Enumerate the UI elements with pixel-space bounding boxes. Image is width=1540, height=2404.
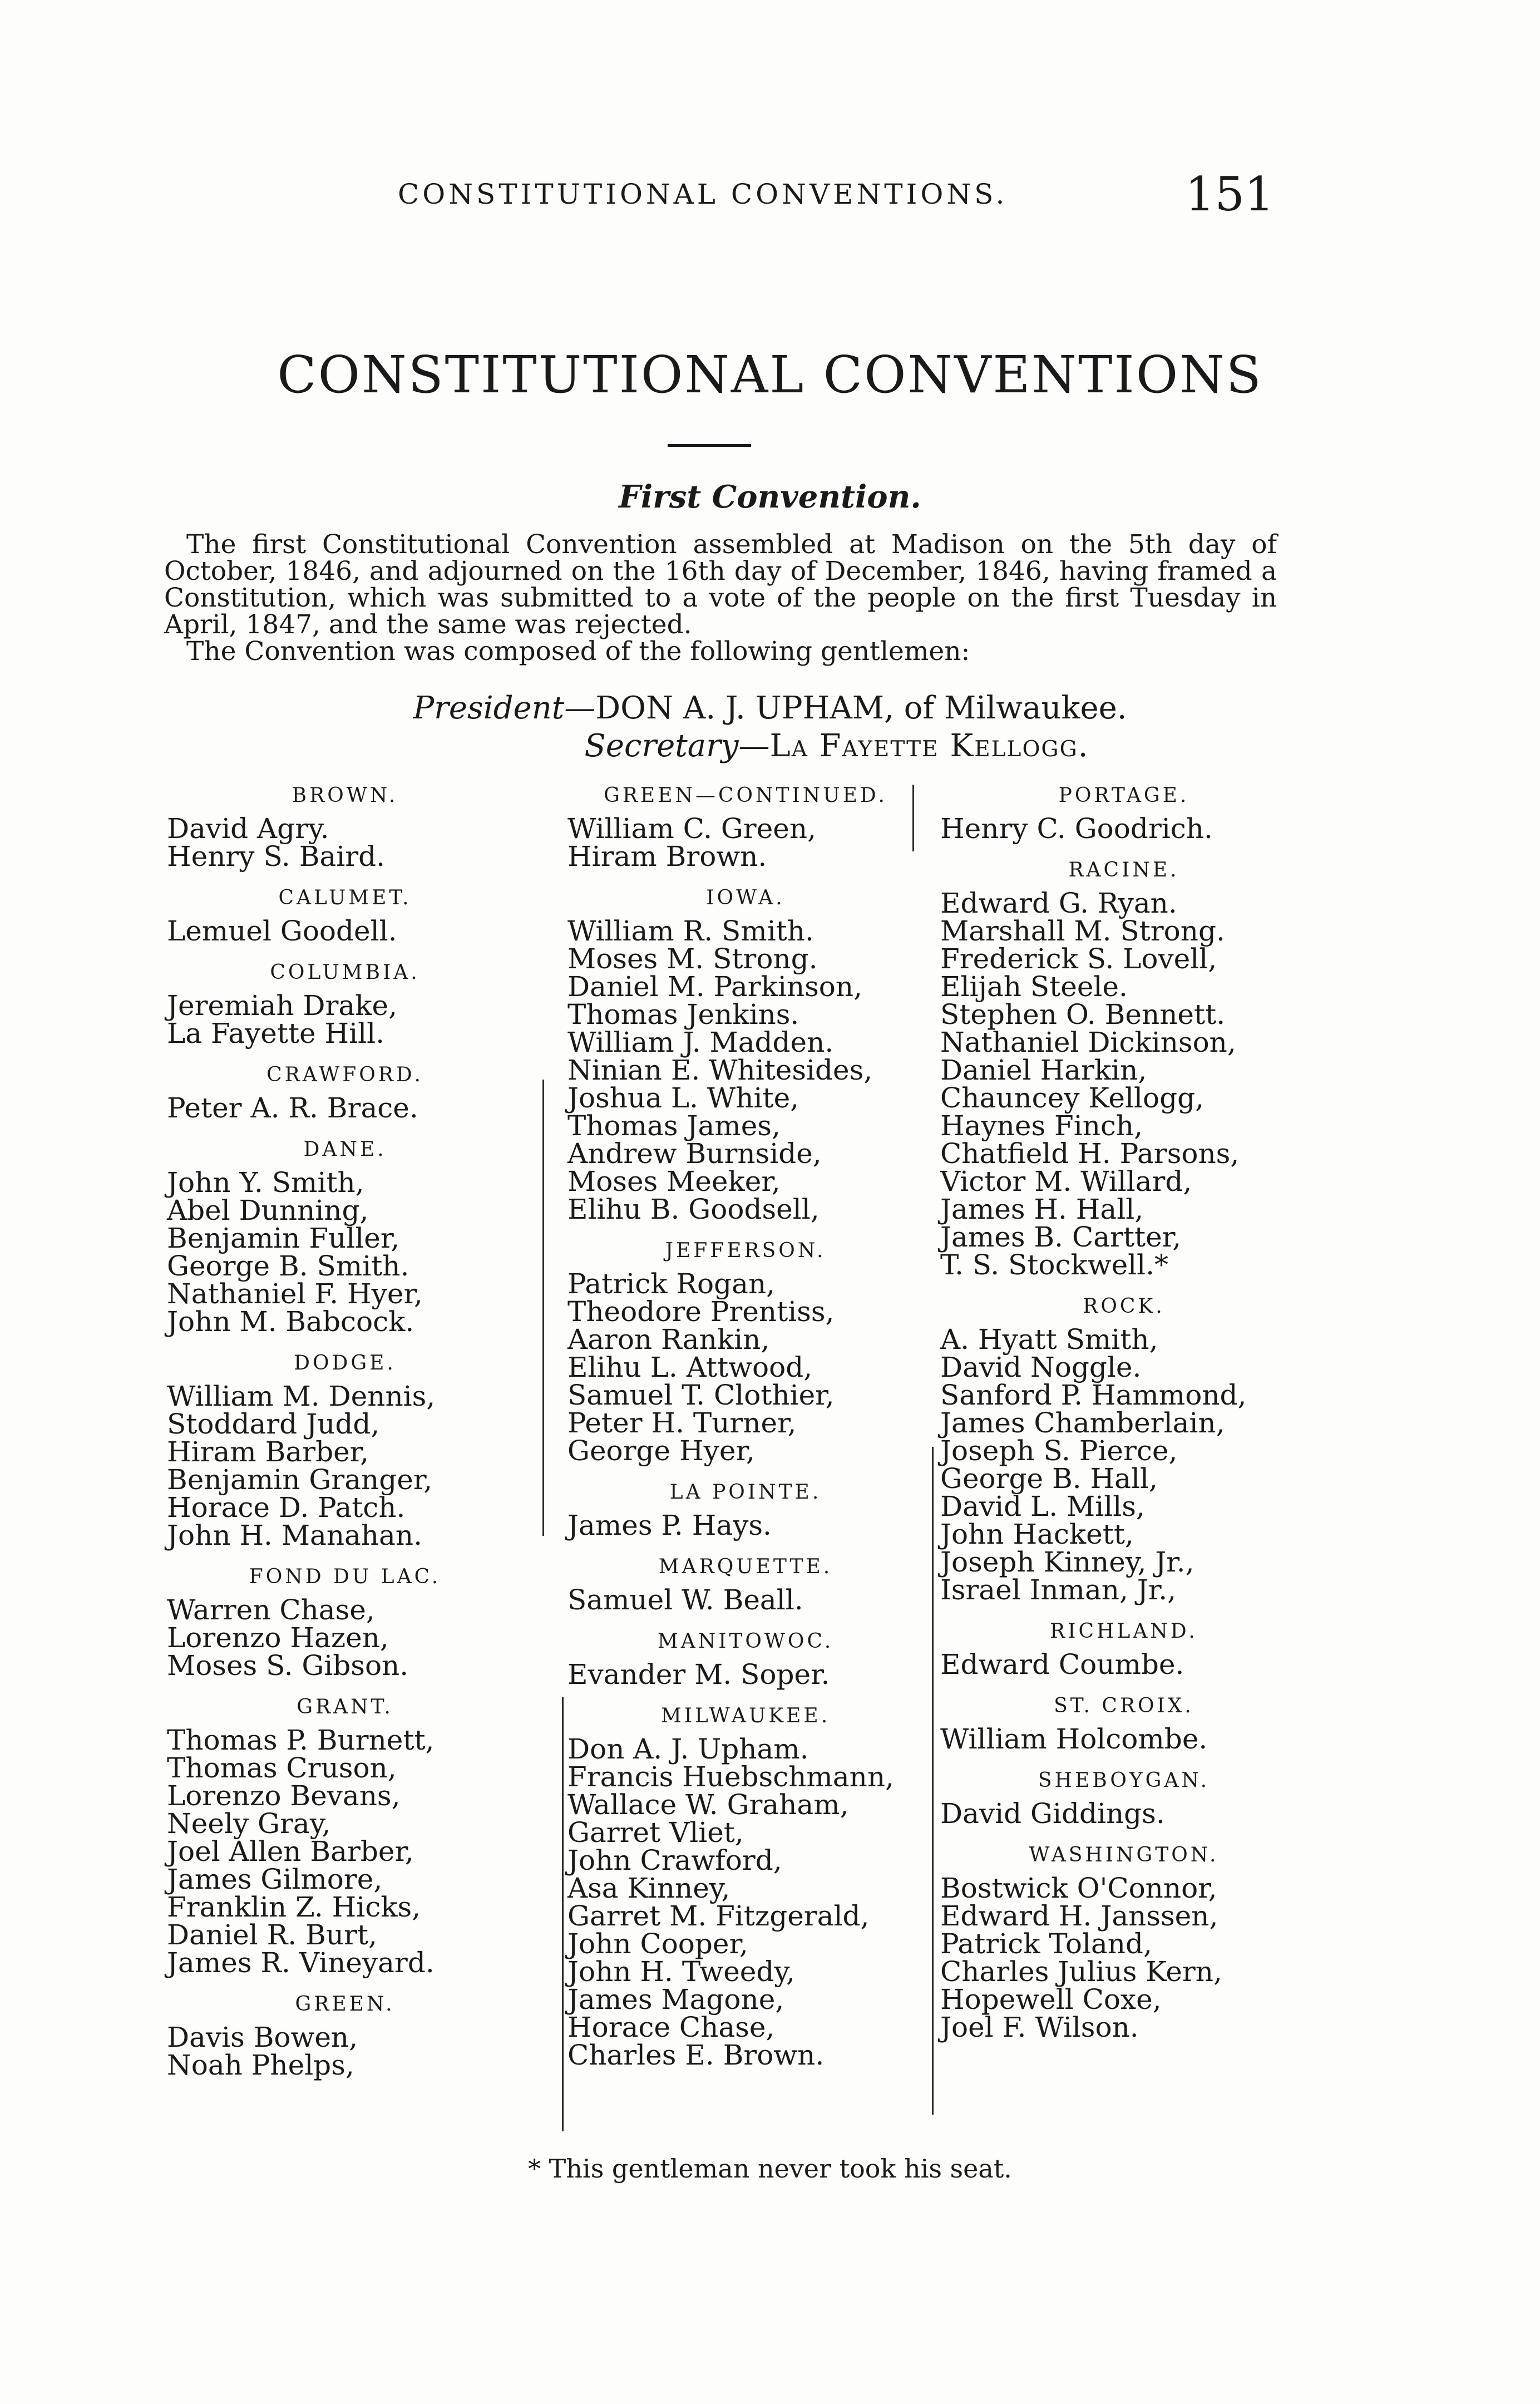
member-name: Chatfield H. Parsons,: [940, 1137, 1240, 1170]
member-name: Neely Gray,: [167, 1807, 331, 1840]
member-name: John M. Babcock.: [167, 1306, 414, 1338]
member-name: Joel F. Wilson.: [940, 2011, 1139, 2043]
member-column-2: [567, 785, 924, 2069]
member-name: Joseph S. Pierce,: [940, 1435, 1178, 1467]
intro-text: [164, 531, 1277, 665]
member-name: Patrick Rogan,: [567, 1268, 776, 1300]
county-heading: COLUMBIA.: [270, 961, 420, 984]
member-name: Daniel R. Burt,: [167, 1919, 377, 1951]
member-name: George B. Hall,: [940, 1462, 1158, 1495]
member-name: Benjamin Fuller,: [167, 1222, 400, 1254]
member-name: Charles Julius Kern,: [940, 1955, 1222, 1988]
member-name: Francis Huebschmann,: [567, 1761, 894, 1793]
column-divider: [932, 1447, 934, 2115]
member-name: Aaron Rankin,: [567, 1323, 770, 1356]
member-name: Theodore Prentiss,: [567, 1295, 835, 1328]
member-name: James P. Hays.: [567, 1509, 772, 1541]
member-name: Elihu B. Goodsell,: [567, 1193, 820, 1225]
member-name: Marshall M. Strong.: [940, 915, 1225, 947]
member-name: Moses S. Gibson.: [167, 1649, 409, 1682]
member-name: Lemuel Goodell.: [167, 915, 397, 947]
county-heading: DANE.: [303, 1138, 387, 1161]
secretary-name: La Fayette Kellogg.: [769, 728, 1089, 764]
county-heading: GREEN.: [295, 1993, 395, 2016]
member-name: John Y. Smith,: [167, 1166, 364, 1199]
member-name: Nathaniel F. Hyer,: [167, 1278, 423, 1310]
county-heading: MANITOWOC.: [657, 1630, 834, 1653]
county-heading: BROWN.: [292, 784, 398, 807]
member-name: Moses M. Strong.: [567, 943, 818, 975]
member-column-1: [167, 785, 523, 2079]
running-head: CONSTITUTIONAL CONVENTIONS.: [398, 178, 1008, 210]
member-name: Edward G. Ryan.: [940, 887, 1177, 919]
member-name: James B. Cartter,: [940, 1221, 1181, 1253]
member-name: Bostwick O'Connor,: [940, 1872, 1217, 1904]
president-name: DON A. J. UPHAM, of Milwaukee.: [595, 690, 1127, 726]
county-heading: GRANT.: [297, 1696, 393, 1718]
member-name: John Crawford,: [567, 1844, 782, 1876]
member-name: Lorenzo Hazen,: [167, 1622, 389, 1654]
member-name: Elijah Steele.: [940, 971, 1128, 1003]
intro-paragraph: The first Constitutional Convention assembled at Madison on the 5th day of October, 1846, and adjourned on the 16th day of December, 1846, having framed a Constitution, which was submitted to a vote of the people on the first Tuesday in April, 1847, and the same was rejected.: [164, 529, 1277, 640]
member-name: George B. Smith.: [167, 1250, 409, 1282]
member-name: William R. Smith.: [567, 915, 814, 947]
member-name: Asa Kinney,: [567, 1872, 730, 1904]
member-name: Victor M. Willard,: [940, 1165, 1192, 1198]
footnote: * This gentleman never took his seat.: [528, 2154, 1012, 2184]
county-heading: DODGE.: [294, 1352, 396, 1375]
county-heading: ROCK.: [1083, 1295, 1165, 1318]
member-name: Stephen O. Bennett.: [940, 998, 1226, 1031]
member-name: John Hackett,: [940, 1518, 1134, 1550]
member-name: Samuel W. Beall.: [567, 1584, 803, 1616]
county-heading: RACINE.: [1068, 859, 1179, 881]
page-title: CONSTITUTIONAL CONVENTIONS: [277, 345, 1263, 405]
county-heading: RICHLAND.: [1050, 1620, 1198, 1643]
county-heading: PORTAGE.: [1058, 784, 1189, 807]
member-name: William J. Madden.: [567, 1026, 834, 1058]
secretary-line: [67, 728, 1540, 764]
member-name: Samuel T. Clothier,: [567, 1379, 835, 1411]
president-line: [0, 690, 1540, 726]
county-heading: SHEBOYGAN.: [1038, 1769, 1210, 1792]
member-name: Israel Inman, Jr.,: [940, 1574, 1176, 1606]
member-name: Lorenzo Bevans,: [167, 1780, 401, 1812]
secretary-role: Secretary—: [584, 728, 770, 764]
member-name: La Fayette Hill.: [167, 1017, 384, 1050]
member-name: James Magone,: [567, 1983, 784, 2016]
county-heading: GREEN—CONTINUED.: [604, 784, 887, 807]
member-name: William C. Green,: [567, 812, 816, 845]
member-name: Chauncey Kellogg,: [940, 1082, 1204, 1114]
member-name: David Giddings.: [940, 1797, 1165, 1830]
member-name: Horace Chase,: [567, 2011, 775, 2043]
member-column-3: [940, 785, 1307, 2041]
member-name: James Chamberlain,: [940, 1407, 1225, 1439]
intro-paragraph: The Convention was composed of the following gentlemen:: [186, 636, 970, 667]
member-name: William Holcombe.: [940, 1723, 1208, 1755]
member-name: David L. Mills,: [940, 1490, 1145, 1523]
member-name: John H. Tweedy,: [567, 1955, 795, 1988]
member-name: William M. Dennis,: [167, 1380, 436, 1412]
county-heading: FOND DU LAC.: [249, 1565, 441, 1588]
member-name: Horace D. Patch.: [167, 1491, 406, 1524]
member-name: Peter A. R. Brace.: [167, 1092, 418, 1124]
member-name: James H. Hall,: [940, 1193, 1144, 1225]
member-name: David Agry.: [167, 812, 329, 845]
member-name: Ninian E. Whitesides,: [567, 1054, 873, 1086]
page-number: 151: [1185, 167, 1275, 221]
member-name: Haynes Finch,: [940, 1110, 1143, 1142]
member-name: Wallace W. Graham,: [567, 1789, 849, 1821]
member-name: Hiram Barber,: [167, 1436, 369, 1468]
member-name: Joseph Kinney, Jr.,: [940, 1546, 1195, 1578]
member-name: Henry S. Baird.: [167, 840, 386, 873]
member-name: Moses Meeker,: [567, 1165, 781, 1198]
member-name: Daniel Harkin,: [940, 1054, 1147, 1086]
member-name: Stoddard Judd,: [167, 1408, 380, 1440]
county-heading: WASHINGTON.: [1029, 1844, 1219, 1866]
member-name: Elihu L. Attwood,: [567, 1351, 813, 1383]
member-name: Nathaniel Dickinson,: [940, 1026, 1236, 1058]
member-name: Noah Phelps,: [167, 2049, 354, 2081]
member-name: A. Hyatt Smith,: [940, 1323, 1158, 1356]
county-heading: MILWAUKEE.: [660, 1705, 831, 1727]
member-name: John Cooper,: [567, 1928, 748, 1960]
member-name: Charles E. Brown.: [567, 2039, 825, 2071]
member-name: Garret Vliet,: [567, 1816, 744, 1849]
county-heading: JEFFERSON.: [665, 1239, 826, 1262]
member-name: T. S. Stockwell.*: [940, 1249, 1169, 1281]
column-divider: [542, 1080, 544, 1536]
county-heading: ST. CROIX.: [1054, 1694, 1194, 1717]
title-rule: [668, 444, 751, 447]
member-name: Don A. J. Upham.: [567, 1733, 809, 1765]
county-heading: CALUMET.: [278, 886, 412, 909]
member-name: Peter H. Turner,: [567, 1407, 797, 1439]
member-name: Evander M. Soper.: [567, 1658, 830, 1691]
member-name: Jeremiah Drake,: [167, 989, 398, 1022]
member-name: Thomas James,: [567, 1110, 781, 1142]
member-name: Andrew Burnside,: [567, 1137, 822, 1170]
county-heading: MARQUETTE.: [658, 1555, 833, 1578]
member-name: Joshua L. White,: [567, 1082, 799, 1114]
member-name: Henry C. Goodrich.: [940, 812, 1213, 845]
member-name: Thomas Jenkins.: [567, 998, 799, 1031]
member-name: Frederick S. Lovell,: [940, 943, 1217, 975]
member-name: John H. Manahan.: [167, 1519, 422, 1551]
member-name: Joel Allen Barber,: [167, 1835, 414, 1868]
column-divider: [562, 1697, 564, 2131]
member-name: Daniel M. Parkinson,: [567, 971, 863, 1003]
member-name: Warren Chase,: [167, 1594, 375, 1626]
member-name: Patrick Toland,: [940, 1928, 1152, 1960]
county-heading: LA POINTE.: [669, 1481, 822, 1504]
member-name: Edward Coumbe.: [940, 1648, 1184, 1681]
member-name: Thomas P. Burnett,: [167, 1724, 435, 1756]
member-name: Garret M. Fitzgerald,: [567, 1900, 870, 1932]
president-role: President—: [413, 690, 596, 726]
county-heading: IOWA.: [706, 886, 785, 909]
member-name: Franklin Z. Hicks,: [167, 1891, 421, 1923]
member-name: James Gilmore,: [167, 1863, 383, 1895]
member-name: Thomas Cruson,: [167, 1752, 397, 1784]
column-divider: [912, 785, 914, 851]
member-name: James R. Vineyard.: [167, 1947, 435, 1979]
member-name: George Hyer,: [567, 1435, 755, 1467]
member-name: David Noggle.: [940, 1351, 1142, 1383]
member-name: Hopewell Coxe,: [940, 1983, 1162, 2016]
member-name: Sanford P. Hammond,: [940, 1379, 1247, 1411]
member-name: Abel Dunning,: [167, 1194, 369, 1226]
member-name: Davis Bowen,: [167, 2021, 358, 2053]
county-heading: CRAWFORD.: [266, 1063, 423, 1086]
member-name: Edward H. Janssen,: [940, 1900, 1218, 1932]
member-name: Hiram Brown.: [567, 840, 767, 873]
member-name: Benjamin Granger,: [167, 1464, 433, 1496]
section-subtitle: First Convention.: [619, 479, 921, 515]
